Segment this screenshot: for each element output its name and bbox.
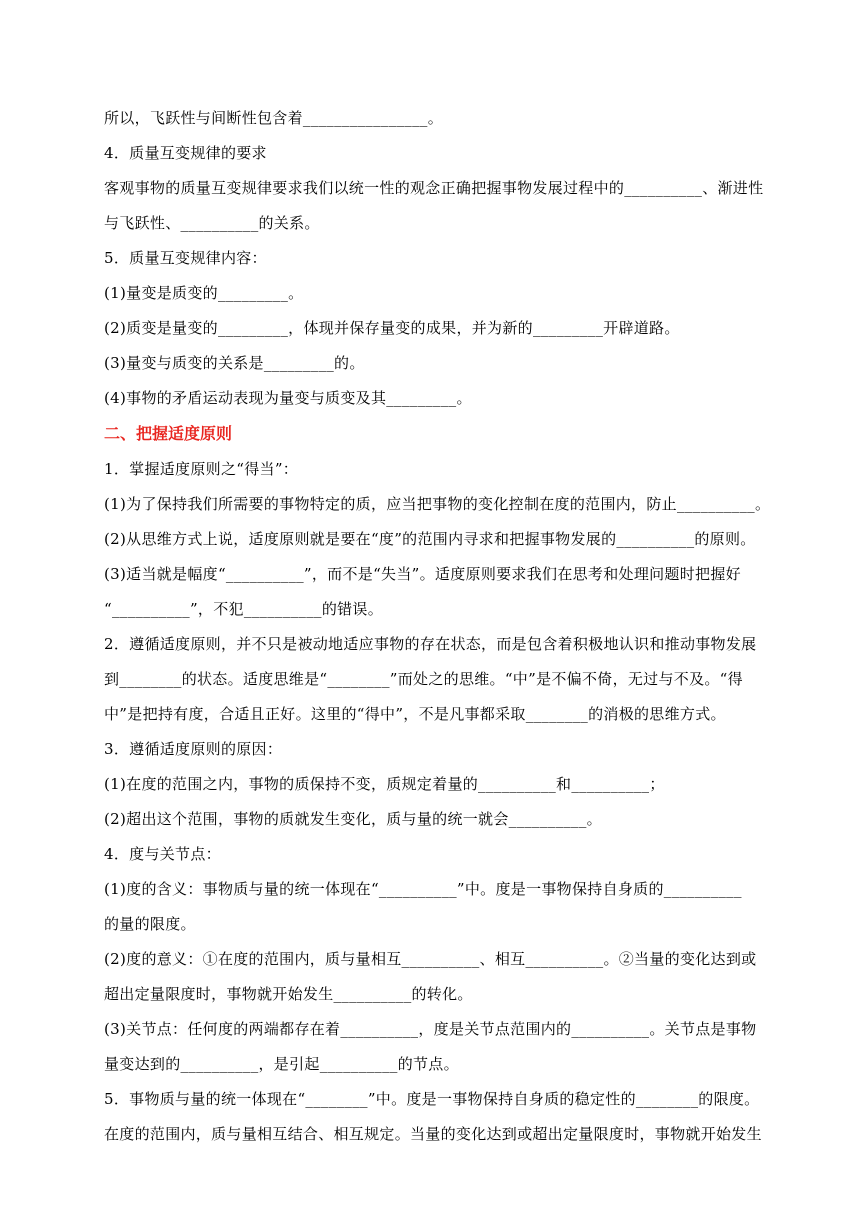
text-line: 2．遵循适度原则，并不只是被动地适应事物的存在状态，而是包含着积极地认识和推动事物发展 <box>104 635 757 653</box>
text-line: (4)事物的矛盾运动表现为量变与质变及其_________。 <box>104 389 472 407</box>
item-heading: 3．遵循适度原则的原因： <box>104 740 283 758</box>
text-line: 5．事物质与量的统一体现在“________”中。度是一事物保持自身质的稳定性的________的限度。 <box>104 1090 760 1108</box>
text-line: 在度的范围内，质与量相互结合、相互规定。当量的变化达到或超出定量限度时，事物就开始发生 <box>104 1125 762 1143</box>
text-line: (2)超出这个范围，事物的质就发生变化，质与量的统一就会__________。 <box>104 810 602 828</box>
text-line: (1)为了保持我们所需要的事物特定的质，应当把事物的变化控制在度的范围内，防止__________。 <box>104 495 771 513</box>
text-line: 超出定量限度时，事物就开始发生__________的转化。 <box>104 985 473 1003</box>
item-heading: 1．掌握适度原则之“得当”： <box>104 460 299 478</box>
text-line: 客观事物的质量互变规律要求我们以统一性的观念正确把握事物发展过程中的__________、渐进性 <box>104 179 764 197</box>
text-line: (1)在度的范围之内，事物的质保持不变，质规定着量的__________和__________； <box>104 775 665 793</box>
item-heading: 4．度与关节点： <box>104 845 221 863</box>
text-line: 的量的限度。 <box>104 915 196 933</box>
text-line: (3)适当就是幅度“__________”，而不是“失当”。适度原则要求我们在思考和处理问题时把握好 <box>104 565 741 583</box>
item-heading: 4．质量互变规律的要求 <box>104 144 267 162</box>
item-heading: 5．质量互变规律内容： <box>104 249 267 267</box>
text-line: 到________的状态。适度思维是“________”而处之的思维。“中”是不偏不倚，无过与不及。“得 <box>104 670 743 688</box>
text-line: (3)量变与质变的关系是_________的。 <box>104 354 365 372</box>
text-line: 中”是把持有度，合适且正好。这里的“得中”，不是凡事都采取________的消极的思维方式。 <box>104 705 726 723</box>
text-line: (1)量变是质变的_________。 <box>104 284 304 302</box>
text-line: (1)度的含义：事物质与量的统一体现在“__________”中。度是一事物保持自身质的__________ <box>104 880 742 898</box>
text-line: (2)从思维方式上说，适度原则就是要在“度”的范围内寻求和把握事物发展的__________的原则。 <box>104 530 756 548</box>
text-line: “__________”，不犯__________的错误。 <box>104 600 384 618</box>
text-line: (3)关节点：任何度的两端都存在着__________，度是关节点范围内的__________。关节点是事物 <box>104 1020 757 1038</box>
text-line: (2)质变是量变的_________，体现并保存量变的成果，并为新的_________开辟道路。 <box>104 319 680 337</box>
text-line: (2)度的意义：①在度的范围内，质与量相互__________、相互__________。②当量的变化达到或 <box>104 950 757 968</box>
text-line: 与飞跃性、__________的关系。 <box>104 214 320 232</box>
text-line: 量变达到的__________，是引起__________的节点。 <box>104 1055 459 1073</box>
text-line: 所以，飞跃性与间断性包含着________________。 <box>104 109 444 127</box>
section-heading: 二、把握适度原则 <box>104 424 233 443</box>
